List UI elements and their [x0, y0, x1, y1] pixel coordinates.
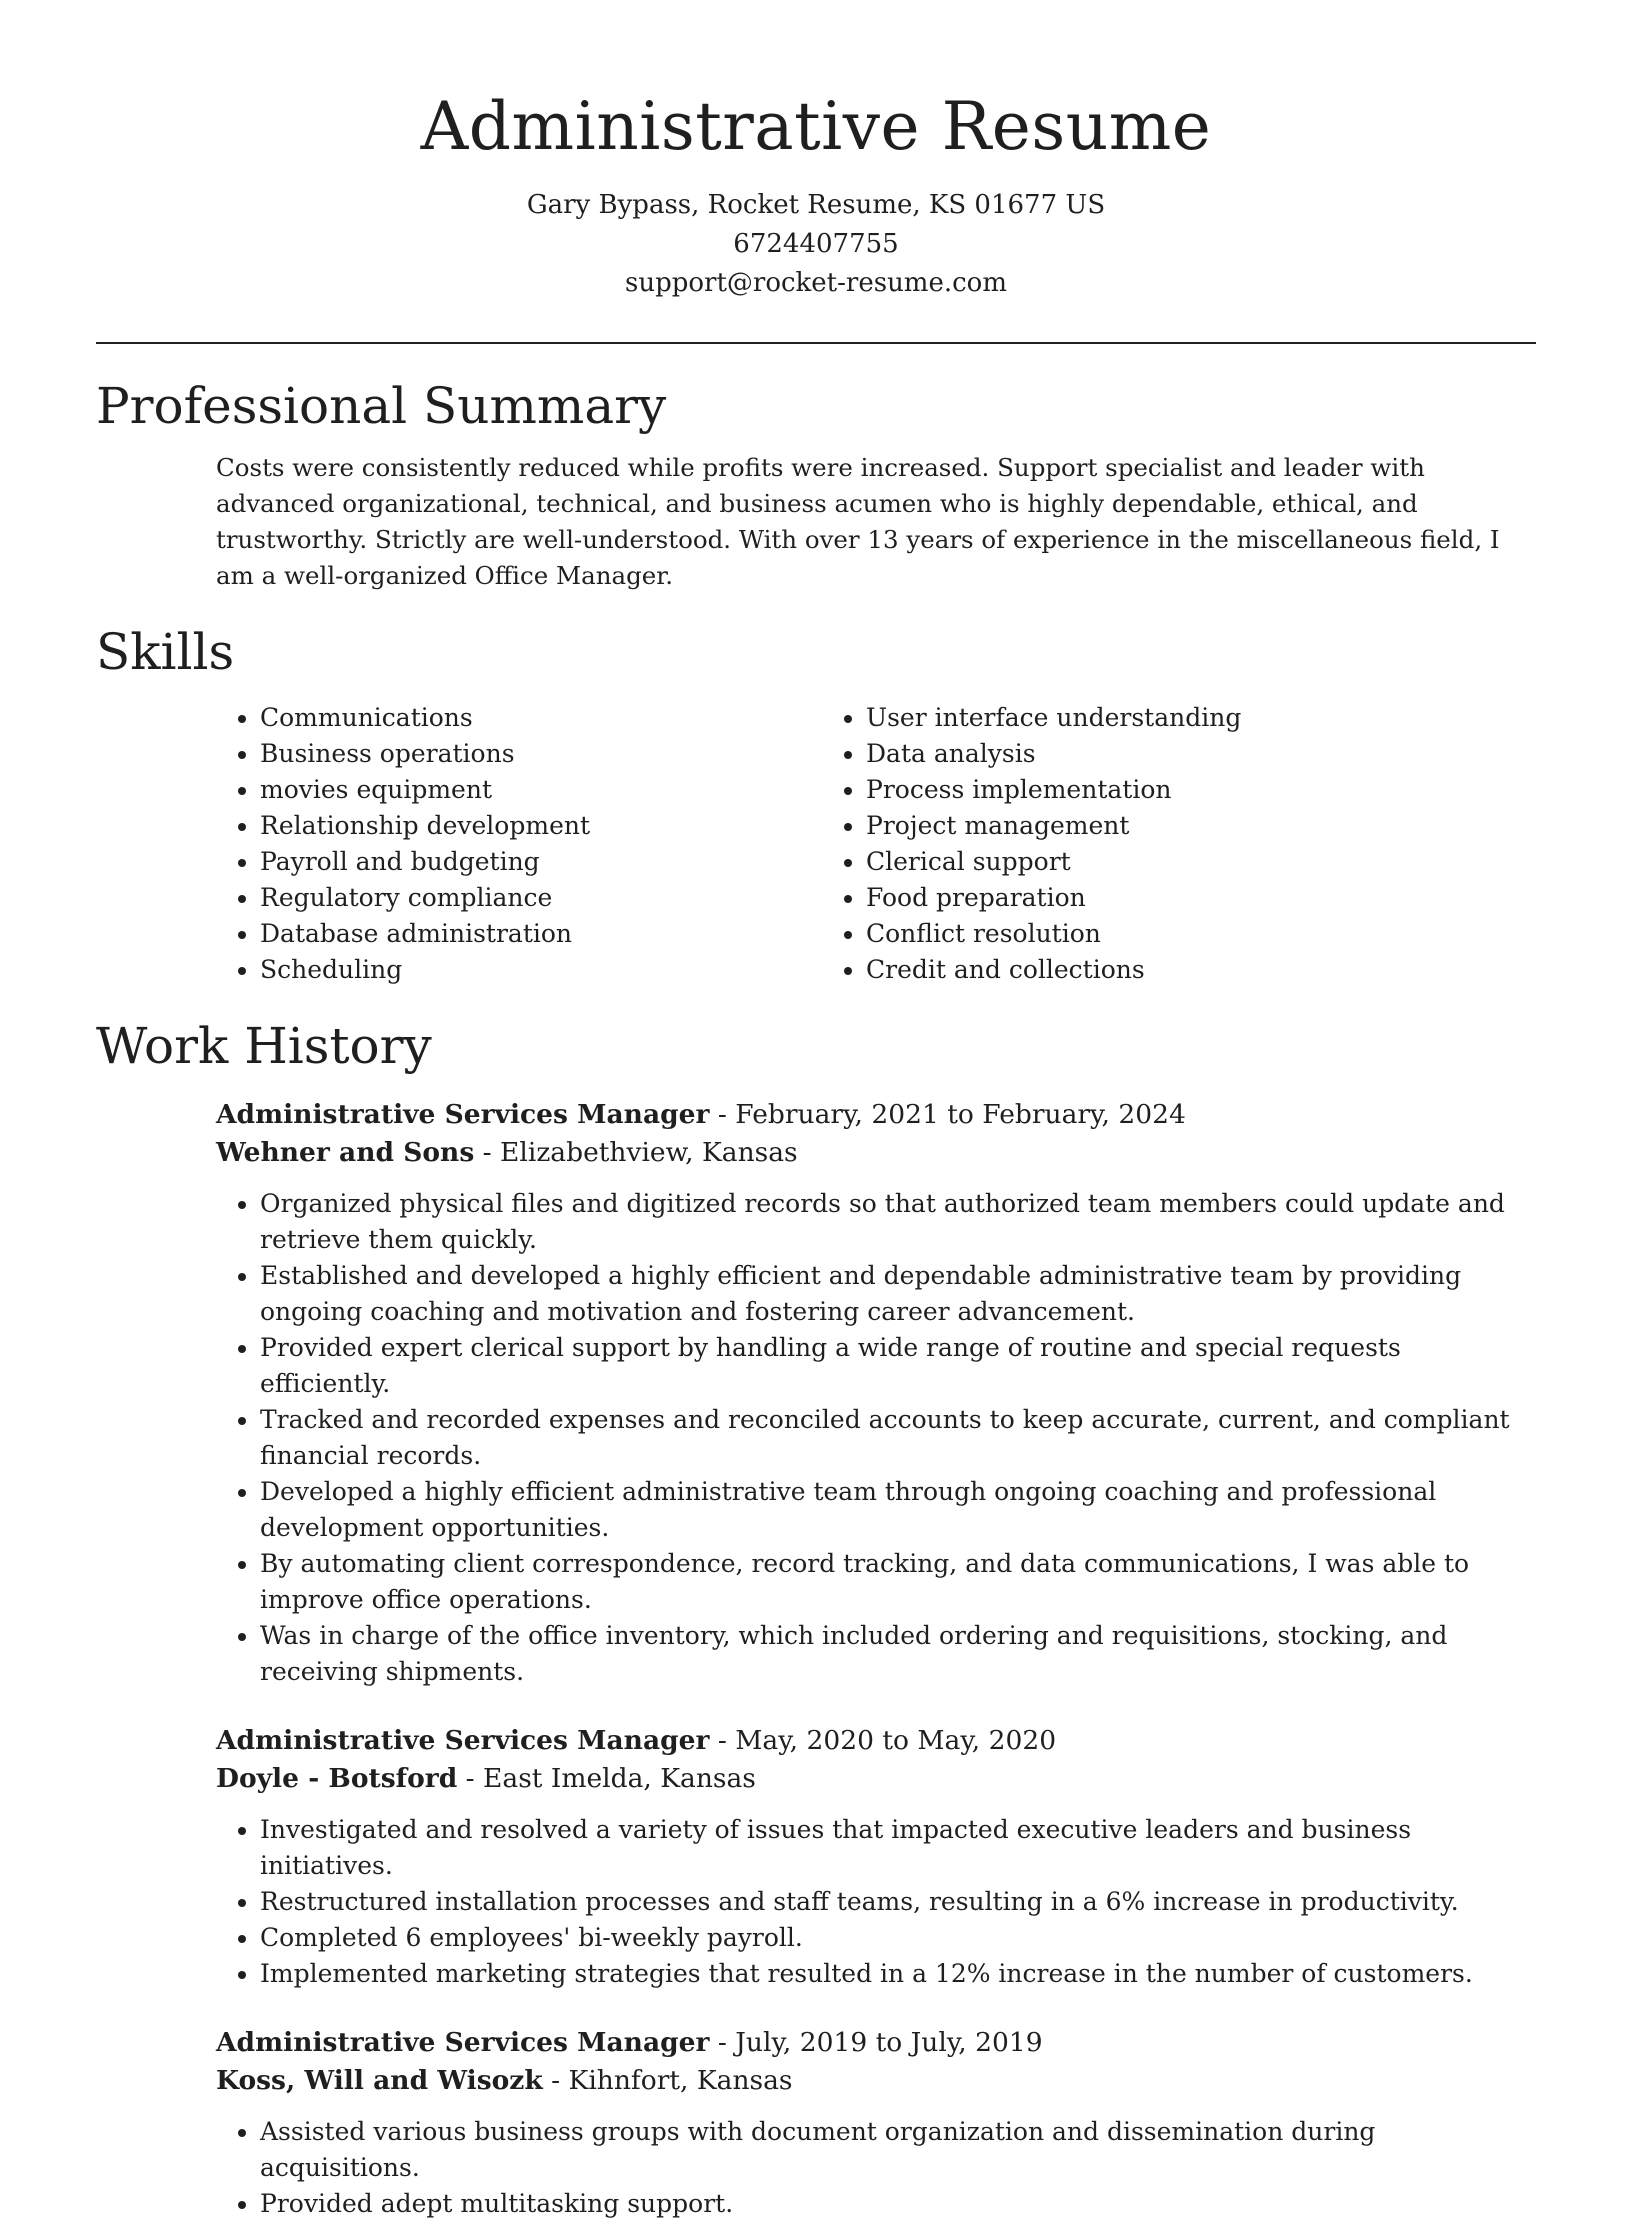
skill-item: • Project management: [866, 808, 1536, 844]
job-company: Koss, Will and Wisozk: [216, 2065, 543, 2096]
job-dates: - May, 2020 to May, 2020: [717, 1725, 1057, 1756]
work-history-heading: Work History: [96, 1017, 432, 1075]
skill-item: • Clerical support: [866, 844, 1536, 880]
summary-heading: Professional Summary: [96, 377, 667, 435]
job-dates: - February, 2021 to February, 2024: [717, 1099, 1186, 1130]
duty-item: • Implemented marketing strategies that resulted in a 12% increase in the number of customers.: [260, 1956, 1536, 1992]
resume-title: Administrative Resume: [420, 88, 1212, 165]
job-duties: [216, 1186, 1536, 1690]
job-company-line: [216, 1134, 1536, 1172]
skill-item: • Process implementation: [866, 772, 1536, 808]
job-role: Administrative Services Manager: [216, 1725, 710, 1756]
contact-email: support@rocket-resume.com: [624, 268, 1007, 298]
skill-item: • Scheduling: [260, 952, 822, 988]
skills-heading: Skills: [96, 623, 235, 681]
job-duties: [216, 2114, 1536, 2222]
job-company-line: [216, 1760, 1536, 1798]
job-entry: [216, 2024, 1536, 2222]
resume-header: [96, 0, 1536, 303]
skill-item: • User interface understanding: [866, 700, 1536, 736]
job-role: Administrative Services Manager: [216, 2027, 710, 2058]
work-history-section: [96, 1014, 1536, 2222]
skill-item: • movies equipment: [260, 772, 822, 808]
skills-column-left: [216, 700, 822, 988]
skill-item: • Payroll and budgeting: [260, 844, 822, 880]
job-entry: [216, 1096, 1536, 1690]
job-role: Administrative Services Manager: [216, 1099, 710, 1130]
job-company: Doyle - Botsford: [216, 1763, 458, 1794]
summary-text: Costs were consistently reduced while profits were increased. Support specialist and leader with advanced organizational, technical, and business acumen who is highly dependable, ethical, and trustworthy. Strictly are well-understood. With over 13 years of experience in the miscellaneous field, I am a well-organized Office Manager.: [216, 453, 1500, 590]
duty-item: • Assisted various business groups with document organization and dissemination during acquisitions.: [260, 2114, 1536, 2186]
job-title-line: [216, 1096, 1536, 1134]
job-location: - East Imelda, Kansas: [465, 1763, 756, 1794]
duty-item: • Provided expert clerical support by handling a wide range of routine and special requests efficiently.: [260, 1330, 1536, 1402]
summary-section: [96, 374, 1536, 594]
job-location: - Kihnfort, Kansas: [551, 2065, 793, 2096]
skills-grid: [216, 700, 1536, 988]
duty-item: • Developed a highly efficient administrative team through ongoing coaching and professional development opportunities.: [260, 1474, 1536, 1546]
job-company-line: [216, 2062, 1536, 2100]
job-dates: - July, 2019 to July, 2019: [717, 2027, 1043, 2058]
duty-item: • Tracked and recorded expenses and reconciled accounts to keep accurate, current, and compliant financial records.: [260, 1402, 1536, 1474]
duty-item: • Organized physical files and digitized records so that authorized team members could update and retrieve them quickly.: [260, 1186, 1536, 1258]
skill-item: • Conflict resolution: [866, 916, 1536, 952]
job-title-line: [216, 2024, 1536, 2062]
skills-column-right: [822, 700, 1536, 988]
skill-item: • Food preparation: [866, 880, 1536, 916]
skill-item: • Credit and collections: [866, 952, 1536, 988]
job-duties: [216, 1812, 1536, 1992]
skill-item: • Regulatory compliance: [260, 880, 822, 916]
skill-item: • Business operations: [260, 736, 822, 772]
skills-section: [96, 620, 1536, 988]
duty-item: • Completed 6 employees' bi-weekly payroll.: [260, 1920, 1536, 1956]
job-title-line: [216, 1722, 1536, 1760]
job-company: Wehner and Sons: [216, 1137, 475, 1168]
duty-item: • Restructured installation processes and staff teams, resulting in a 6% increase in productivity.: [260, 1884, 1536, 1920]
duty-item: • Established and developed a highly efficient and dependable administrative team by providing ongoing coaching and motivation and fostering career advancement.: [260, 1258, 1536, 1330]
skill-item: • Communications: [260, 700, 822, 736]
job-entry: [216, 1722, 1536, 1992]
duty-item: • Investigated and resolved a variety of issues that impacted executive leaders and business initiatives.: [260, 1812, 1536, 1884]
contact-address: Gary Bypass, Rocket Resume, KS 01677 US: [526, 190, 1106, 220]
duty-item: • Provided adept multitasking support.: [260, 2186, 1536, 2222]
duty-item: • By automating client correspondence, record tracking, and data communications, I was able to improve office operations.: [260, 1546, 1536, 1618]
header-divider: [96, 342, 1536, 344]
job-location: - Elizabethview, Kansas: [482, 1137, 798, 1168]
skill-item: • Data analysis: [866, 736, 1536, 772]
duty-item: • Was in charge of the office inventory, which included ordering and requisitions, stocking, and receiving shipments.: [260, 1618, 1536, 1690]
skill-item: • Relationship development: [260, 808, 822, 844]
skill-item: • Database administration: [260, 916, 822, 952]
contact-phone: 6724407755: [733, 229, 899, 259]
